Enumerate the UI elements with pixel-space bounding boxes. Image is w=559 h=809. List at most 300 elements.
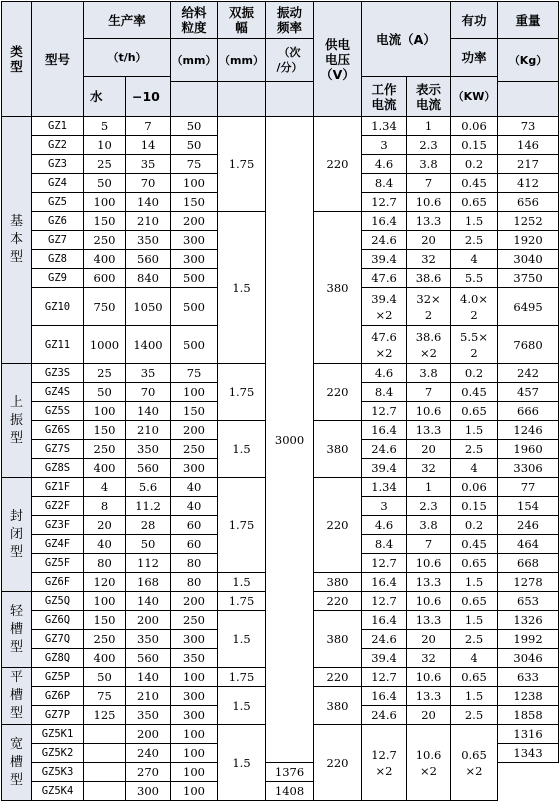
work-current-cell: 8.4 (362, 174, 407, 193)
capacity-minus10-cell: 28 (126, 516, 171, 535)
weight-cell: 3040 (498, 250, 559, 269)
power-cell: 1.5 (451, 212, 498, 231)
model-cell: GZ5K4 (32, 782, 84, 801)
capacity-minus10-cell: 70 (126, 174, 171, 193)
capacity-water-cell: 75 (84, 687, 126, 706)
feed-size-cell: 60 (171, 535, 218, 554)
power-cell: 0.45 (451, 174, 498, 193)
weight-cell: 653 (498, 592, 559, 611)
work-current-cell: 12.7 (362, 402, 407, 421)
work-current-cell: 1.34 (362, 117, 407, 136)
display-current-cell: 38.6 ×2 (407, 326, 451, 364)
voltage-cell: 380 (314, 421, 362, 478)
weight-cell: 1252 (498, 212, 559, 231)
capacity-minus10-cell: 70 (126, 383, 171, 402)
capacity-water-cell: 8 (84, 497, 126, 516)
model-cell: GZ1 (32, 117, 84, 136)
display-current-cell: 10.6 ×2 (407, 725, 451, 801)
header-capacity-minus10: −10 (126, 77, 171, 117)
capacity-minus10-cell: 140 (126, 193, 171, 212)
capacity-water-cell: 750 (84, 288, 126, 326)
work-current-cell: 4.6 (362, 516, 407, 535)
model-cell: GZ3 (32, 155, 84, 174)
work-current-cell: 47.6 (362, 269, 407, 288)
weight-cell: 1278 (498, 573, 559, 592)
header-frequency-unit: （次 /分） (266, 39, 314, 82)
power-cell: 0.15 (451, 497, 498, 516)
amplitude-cell: 1.5 (218, 611, 266, 668)
voltage-cell: 380 (314, 573, 362, 592)
frequency-cell: 3000 (266, 117, 314, 763)
capacity-water-cell: 5 (84, 117, 126, 136)
model-cell: GZ6 (32, 212, 84, 231)
capacity-minus10-cell: 270 (126, 763, 171, 782)
feed-size-cell: 500 (171, 269, 218, 288)
type-label: 平 槽 型 (2, 668, 32, 725)
capacity-water-cell: 250 (84, 231, 126, 250)
capacity-minus10-cell: 350 (126, 630, 171, 649)
capacity-minus10-cell: 5.6 (126, 478, 171, 497)
power-cell: 0.65 (451, 668, 498, 687)
capacity-minus10-cell: 300 (126, 782, 171, 801)
feed-size-cell: 80 (171, 573, 218, 592)
capacity-water-cell: 10 (84, 136, 126, 155)
power-cell: 0.65 (451, 592, 498, 611)
power-cell: 2.5 (451, 440, 498, 459)
power-cell: 0.65 ×2 (451, 725, 498, 801)
capacity-water-cell: 50 (84, 174, 126, 193)
work-current-cell: 16.4 (362, 687, 407, 706)
feed-size-cell: 350 (171, 649, 218, 668)
feed-size-cell: 100 (171, 668, 218, 687)
display-current-cell: 13.3 (407, 687, 451, 706)
model-cell: GZ7P (32, 706, 84, 725)
power-cell: 4.0× 2 (451, 288, 498, 326)
feed-size-cell: 100 (171, 744, 218, 763)
header-work-current: 工作 电流 (362, 77, 407, 117)
header-feed-size-unit: （mm） (171, 39, 218, 82)
weight-cell: 1858 (498, 706, 559, 725)
work-current-cell: 24.6 (362, 231, 407, 250)
capacity-minus10-cell: 560 (126, 459, 171, 478)
power-cell: 0.06 (451, 478, 498, 497)
feed-size-cell: 250 (171, 611, 218, 630)
power-cell: 1.5 (451, 687, 498, 706)
weight-cell: 666 (498, 402, 559, 421)
capacity-minus10-cell: 11.2 (126, 497, 171, 516)
weight-cell: 246 (498, 516, 559, 535)
feed-size-cell: 80 (171, 554, 218, 573)
display-current-cell: 10.6 (407, 668, 451, 687)
weight-cell: 1246 (498, 421, 559, 440)
model-cell: GZ8S (32, 459, 84, 478)
display-current-cell: 7 (407, 535, 451, 554)
voltage-cell: 220 (314, 478, 362, 573)
display-current-cell: 20 (407, 706, 451, 725)
feed-size-cell: 100 (171, 763, 218, 782)
work-current-cell: 12.7 (362, 193, 407, 212)
weight-cell: 457 (498, 383, 559, 402)
weight-cell: 1316 (498, 725, 559, 744)
feed-size-cell: 200 (171, 212, 218, 231)
work-current-cell: 16.4 (362, 611, 407, 630)
voltage-cell: 220 (314, 364, 362, 421)
weight-cell: 1326 (498, 611, 559, 630)
header-empty-weight (498, 82, 559, 117)
capacity-minus10-cell: 200 (126, 611, 171, 630)
power-cell: 5.5× 2 (451, 326, 498, 364)
model-cell: GZ5P (32, 668, 84, 687)
capacity-water-cell: 150 (84, 212, 126, 231)
weight-cell: 146 (498, 136, 559, 155)
capacity-minus10-cell: 140 (126, 668, 171, 687)
capacity-minus10-cell: 112 (126, 554, 171, 573)
feed-size-cell: 100 (171, 174, 218, 193)
voltage-cell: 220 (314, 117, 362, 212)
capacity-minus10-cell: 35 (126, 155, 171, 174)
display-current-cell: 7 (407, 383, 451, 402)
voltage-cell: 380 (314, 687, 362, 725)
display-current-cell: 32 (407, 459, 451, 478)
capacity-water-cell: 25 (84, 364, 126, 383)
type-label: 封 闭 型 (2, 478, 32, 592)
power-cell: 0.2 (451, 364, 498, 383)
display-current-cell: 3.8 (407, 364, 451, 383)
weight-cell: 242 (498, 364, 559, 383)
feed-size-cell: 50 (171, 117, 218, 136)
feed-size-cell: 75 (171, 155, 218, 174)
weight-cell: 7680 (498, 326, 559, 364)
model-cell: GZ7Q (32, 630, 84, 649)
power-cell: 2.5 (451, 231, 498, 250)
power-cell: 0.65 (451, 554, 498, 573)
model-cell: GZ2 (32, 136, 84, 155)
capacity-water-cell: 400 (84, 649, 126, 668)
power-cell: 0.65 (451, 193, 498, 212)
capacity-minus10-cell: 1400 (126, 326, 171, 364)
capacity-water-cell (84, 763, 126, 782)
header-capacity-water: 水 (84, 77, 126, 117)
capacity-water-cell (84, 782, 126, 801)
weight-cell: 1408 (266, 782, 314, 801)
model-cell: GZ5 (32, 193, 84, 212)
weight-cell: 73 (498, 117, 559, 136)
work-current-cell: 24.6 (362, 630, 407, 649)
capacity-minus10-cell: 560 (126, 250, 171, 269)
header-power: 有功 (451, 2, 498, 39)
feed-size-cell: 100 (171, 725, 218, 744)
display-current-cell: 10.6 (407, 193, 451, 212)
header-empty-amplitude (218, 82, 266, 117)
feed-size-cell: 300 (171, 630, 218, 649)
capacity-minus10-cell: 200 (126, 725, 171, 744)
model-cell: GZ6Q (32, 611, 84, 630)
capacity-minus10-cell: 50 (126, 535, 171, 554)
power-cell: 0.65 (451, 402, 498, 421)
weight-cell: 3750 (498, 269, 559, 288)
capacity-water-cell: 400 (84, 250, 126, 269)
header-model: 型号 (32, 2, 84, 117)
work-current-cell: 12.7 (362, 668, 407, 687)
capacity-water-cell: 100 (84, 402, 126, 421)
model-cell: GZ5K3 (32, 763, 84, 782)
feed-size-cell: 200 (171, 421, 218, 440)
model-cell: GZ10 (32, 288, 84, 326)
weight-cell: 668 (498, 554, 559, 573)
capacity-water-cell: 150 (84, 421, 126, 440)
model-cell: GZ4 (32, 174, 84, 193)
work-current-cell: 4.6 (362, 155, 407, 174)
model-cell: GZ1F (32, 478, 84, 497)
amplitude-cell: 1.5 (218, 573, 266, 592)
work-current-cell: 3 (362, 136, 407, 155)
display-current-cell: 7 (407, 174, 451, 193)
amplitude-cell: 1.75 (218, 478, 266, 573)
capacity-minus10-cell: 210 (126, 212, 171, 231)
work-current-cell: 16.4 (362, 573, 407, 592)
header-amplitude: 双振 幅 (218, 2, 266, 39)
model-cell: GZ5F (32, 554, 84, 573)
capacity-minus10-cell: 210 (126, 687, 171, 706)
display-current-cell: 1 (407, 478, 451, 497)
display-current-cell: 13.3 (407, 573, 451, 592)
feed-size-cell: 150 (171, 402, 218, 421)
work-current-cell: 1.34 (362, 478, 407, 497)
power-cell: 1.5 (451, 421, 498, 440)
model-cell: GZ7S (32, 440, 84, 459)
header-current: 电流（A） (362, 2, 451, 77)
display-current-cell: 13.3 (407, 421, 451, 440)
header-power-unit: （KW） (451, 77, 498, 117)
capacity-minus10-cell: 7 (126, 117, 171, 136)
amplitude-cell: 1.5 (218, 212, 266, 364)
capacity-water-cell: 1000 (84, 326, 126, 364)
weight-cell: 3306 (498, 459, 559, 478)
weight-cell: 633 (498, 668, 559, 687)
weight-cell: 1343 (498, 744, 559, 763)
capacity-minus10-cell: 350 (126, 440, 171, 459)
capacity-water-cell: 80 (84, 554, 126, 573)
capacity-water-cell: 120 (84, 573, 126, 592)
table-row (2, 117, 559, 136)
power-cell: 0.06 (451, 117, 498, 136)
weight-cell: 6495 (498, 288, 559, 326)
header-feed-size: 给料 粒度 (171, 2, 218, 39)
display-current-cell: 20 (407, 630, 451, 649)
display-current-cell: 10.6 (407, 402, 451, 421)
capacity-minus10-cell: 210 (126, 421, 171, 440)
voltage-cell: 380 (314, 611, 362, 668)
power-cell: 1.5 (451, 611, 498, 630)
capacity-water-cell: 50 (84, 668, 126, 687)
model-cell: GZ3S (32, 364, 84, 383)
header-display-current: 表示 电流 (407, 77, 451, 117)
header-empty-frequency (266, 82, 314, 117)
type-label: 上 振 型 (2, 364, 32, 478)
work-current-cell: 39.4 (362, 459, 407, 478)
header-weight-unit: （Kg） (498, 39, 559, 82)
work-current-cell: 4.6 (362, 364, 407, 383)
feed-size-cell: 300 (171, 687, 218, 706)
feed-size-cell: 50 (171, 136, 218, 155)
capacity-minus10-cell: 35 (126, 364, 171, 383)
display-current-cell: 20 (407, 231, 451, 250)
capacity-minus10-cell: 1050 (126, 288, 171, 326)
work-current-cell: 16.4 (362, 212, 407, 231)
vibrating-feeder-spec-table (1, 1, 559, 801)
power-cell: 0.2 (451, 516, 498, 535)
capacity-minus10-cell: 240 (126, 744, 171, 763)
work-current-cell: 24.6 (362, 440, 407, 459)
model-cell: GZ5Q (32, 592, 84, 611)
work-current-cell: 39.4 (362, 250, 407, 269)
header-power-label: 功率 (451, 39, 498, 77)
model-cell: GZ5K2 (32, 744, 84, 763)
model-cell: GZ2F (32, 497, 84, 516)
weight-cell: 1992 (498, 630, 559, 649)
amplitude-cell: 1.75 (218, 668, 266, 687)
display-current-cell: 20 (407, 440, 451, 459)
feed-size-cell: 100 (171, 782, 218, 801)
capacity-water-cell: 100 (84, 193, 126, 212)
work-current-cell: 8.4 (362, 383, 407, 402)
capacity-water-cell: 20 (84, 516, 126, 535)
voltage-cell: 220 (314, 592, 362, 611)
amplitude-cell: 1.5 (218, 725, 266, 801)
display-current-cell: 13.3 (407, 212, 451, 231)
capacity-water-cell: 250 (84, 630, 126, 649)
display-current-cell: 1 (407, 117, 451, 136)
model-cell: GZ8 (32, 250, 84, 269)
header-capacity: 生产率 (84, 2, 171, 39)
type-label: 轻 槽 型 (2, 592, 32, 668)
feed-size-cell: 300 (171, 459, 218, 478)
feed-size-cell: 300 (171, 706, 218, 725)
display-current-cell: 2.3 (407, 136, 451, 155)
power-cell: 4 (451, 459, 498, 478)
capacity-water-cell: 100 (84, 592, 126, 611)
feed-size-cell: 75 (171, 364, 218, 383)
model-cell: GZ11 (32, 326, 84, 364)
model-cell: GZ6F (32, 573, 84, 592)
feed-size-cell: 200 (171, 592, 218, 611)
work-current-cell: 3 (362, 497, 407, 516)
capacity-water-cell: 40 (84, 535, 126, 554)
model-cell: GZ4S (32, 383, 84, 402)
amplitude-cell: 1.5 (218, 421, 266, 478)
model-cell: GZ5S (32, 402, 84, 421)
display-current-cell: 10.6 (407, 592, 451, 611)
model-cell: GZ9 (32, 269, 84, 288)
model-cell: GZ8Q (32, 649, 84, 668)
header-weight: 重量 (498, 2, 559, 39)
capacity-minus10-cell: 350 (126, 706, 171, 725)
capacity-minus10-cell: 560 (126, 649, 171, 668)
header-voltage: 供电 电压 （V） (314, 2, 362, 117)
display-current-cell: 32 (407, 649, 451, 668)
weight-cell: 217 (498, 155, 559, 174)
header-type: 类 型 (2, 2, 32, 117)
feed-size-cell: 60 (171, 516, 218, 535)
amplitude-cell: 1.75 (218, 117, 266, 212)
feed-size-cell: 300 (171, 250, 218, 269)
work-current-cell: 24.6 (362, 706, 407, 725)
capacity-minus10-cell: 840 (126, 269, 171, 288)
work-current-cell: 16.4 (362, 421, 407, 440)
feed-size-cell: 100 (171, 383, 218, 402)
header-empty-feed (171, 82, 218, 117)
display-current-cell: 13.3 (407, 611, 451, 630)
feed-size-cell: 40 (171, 497, 218, 516)
work-current-cell: 12.7 ×2 (362, 725, 407, 801)
voltage-cell: 220 (314, 725, 362, 801)
feed-size-cell: 500 (171, 288, 218, 326)
capacity-water-cell (84, 744, 126, 763)
feed-size-cell: 300 (171, 231, 218, 250)
power-cell: 4 (451, 649, 498, 668)
weight-cell: 412 (498, 174, 559, 193)
model-cell: GZ3F (32, 516, 84, 535)
power-cell: 0.45 (451, 535, 498, 554)
model-cell: GZ7 (32, 231, 84, 250)
weight-cell: 1920 (498, 231, 559, 250)
header-amplitude-unit: （mm） (218, 39, 266, 82)
capacity-water-cell: 400 (84, 459, 126, 478)
weight-cell: 1238 (498, 687, 559, 706)
model-cell: GZ4F (32, 535, 84, 554)
weight-cell: 154 (498, 497, 559, 516)
feed-size-cell: 40 (171, 478, 218, 497)
power-cell: 2.5 (451, 630, 498, 649)
power-cell: 1.5 (451, 573, 498, 592)
capacity-minus10-cell: 140 (126, 592, 171, 611)
header-frequency: 振动 频率 (266, 2, 314, 39)
display-current-cell: 3.8 (407, 516, 451, 535)
weight-cell: 656 (498, 193, 559, 212)
weight-cell: 3046 (498, 649, 559, 668)
work-current-cell: 12.7 (362, 592, 407, 611)
amplitude-cell: 1.5 (218, 687, 266, 725)
display-current-cell: 10.6 (407, 554, 451, 573)
capacity-water-cell (84, 725, 126, 744)
type-label: 基 本 型 (2, 117, 32, 364)
weight-cell: 1960 (498, 440, 559, 459)
amplitude-cell: 1.75 (218, 592, 266, 611)
work-current-cell: 8.4 (362, 535, 407, 554)
header-capacity-unit: （t/h） (84, 39, 171, 77)
weight-cell: 464 (498, 535, 559, 554)
capacity-water-cell: 50 (84, 383, 126, 402)
table-body (2, 2, 559, 801)
work-current-cell: 39.4 (362, 649, 407, 668)
power-cell: 5.5 (451, 269, 498, 288)
power-cell: 4 (451, 250, 498, 269)
capacity-minus10-cell: 350 (126, 231, 171, 250)
feed-size-cell: 250 (171, 440, 218, 459)
model-cell: GZ6S (32, 421, 84, 440)
capacity-minus10-cell: 168 (126, 573, 171, 592)
voltage-cell: 380 (314, 212, 362, 364)
display-current-cell: 38.6 (407, 269, 451, 288)
feed-size-cell: 150 (171, 193, 218, 212)
capacity-minus10-cell: 14 (126, 136, 171, 155)
type-label: 宽 槽 型 (2, 725, 32, 801)
model-cell: GZ5K1 (32, 725, 84, 744)
display-current-cell: 32× 2 (407, 288, 451, 326)
capacity-water-cell: 125 (84, 706, 126, 725)
work-current-cell: 47.6 ×2 (362, 326, 407, 364)
capacity-minus10-cell: 140 (126, 402, 171, 421)
